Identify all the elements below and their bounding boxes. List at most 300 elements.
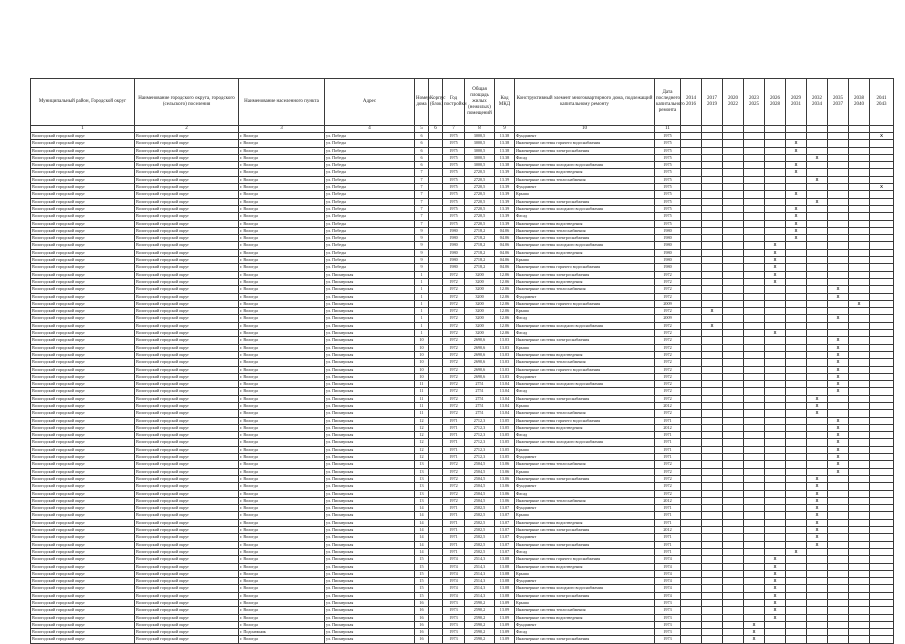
period-cell [870, 578, 894, 585]
table-cell [429, 147, 443, 154]
period-cell [765, 235, 786, 242]
table-cell: Вологодский городской округ [135, 213, 239, 220]
table-cell [429, 621, 443, 628]
table-cell: Вологодский городской округ [31, 293, 135, 300]
period-cell [702, 563, 723, 570]
period-cell [744, 147, 765, 154]
period-cell [681, 286, 702, 293]
table-cell: 13.05 [495, 446, 515, 453]
table-cell: ул. Пионерская [325, 271, 415, 278]
table-cell: Вологодский городской округ [135, 614, 239, 621]
table-cell: 13 [415, 490, 429, 497]
period-cell [849, 468, 870, 475]
table-cell: Вологодский городской округ [135, 527, 239, 534]
period-cell [765, 205, 786, 212]
period-cell [849, 490, 870, 497]
table-cell: 7 [415, 169, 429, 176]
period-cell [765, 454, 786, 461]
table-cell: 1 [415, 330, 429, 337]
period-cell [681, 475, 702, 482]
period-cell [723, 235, 744, 242]
table-cell: Вологодский городской округ [135, 410, 239, 417]
table-row [31, 592, 894, 599]
table-cell: 13.39 [495, 191, 515, 198]
table-cell: 1975 [655, 191, 681, 198]
period-cell [681, 548, 702, 555]
table-cell: 13.05 [495, 424, 515, 431]
period-cell [744, 162, 765, 169]
period-cell [870, 381, 894, 388]
period-cell [681, 497, 702, 504]
header-cell: Муниципальный район, Городской округ [31, 79, 135, 126]
table-cell [429, 264, 443, 271]
table-cell: г. Вологда [239, 454, 325, 461]
period-cell: X [870, 133, 894, 140]
period-cell [849, 454, 870, 461]
period-cell [681, 140, 702, 147]
period-cell [849, 147, 870, 154]
table-row [31, 439, 894, 446]
period-cell [828, 497, 849, 504]
table-cell: Вологодский городской округ [135, 621, 239, 628]
table-header [31, 79, 894, 126]
table-cell: 1972 [443, 388, 465, 395]
table-cell: 15 [415, 592, 429, 599]
table-cell: 1975 [443, 154, 465, 161]
table-cell [429, 490, 443, 497]
period-cell [786, 381, 807, 388]
table-cell: 7 [415, 191, 429, 198]
table-cell [429, 592, 443, 599]
table-cell: 1971 [655, 454, 681, 461]
table-cell: 2502,5 [465, 519, 495, 526]
table-cell: 2590,2 [465, 629, 495, 636]
period-cell [786, 461, 807, 468]
table-cell: Вологодский городской округ [135, 176, 239, 183]
table-cell: 13.07 [495, 519, 515, 526]
period-cell [681, 373, 702, 380]
table-cell: 2012 [655, 424, 681, 431]
table-row [31, 410, 894, 417]
table-cell: ул. Пионерская [325, 315, 415, 322]
table-cell: 1974 [443, 556, 465, 563]
period-cell: X [765, 330, 786, 337]
period-cell [828, 147, 849, 154]
header-cell: Общая площадь жилых (нежилых) помещений [465, 79, 495, 126]
table-cell: г. Вологда [239, 257, 325, 264]
period-cell [870, 563, 894, 570]
table-cell: 13.39 [495, 198, 515, 205]
period-cell [702, 592, 723, 599]
period-cell [744, 278, 765, 285]
period-cell: X [870, 184, 894, 191]
period-cell [765, 154, 786, 161]
period-cell: X [765, 249, 786, 256]
period-cell [807, 337, 828, 344]
table-cell: ул. Пионерская [325, 490, 415, 497]
period-cell [702, 475, 723, 482]
period-cell [744, 402, 765, 409]
period-cell [786, 286, 807, 293]
table-cell: Вологодский городской округ [31, 505, 135, 512]
period-cell [744, 512, 765, 519]
period-cell: X [828, 344, 849, 351]
period-cell [828, 578, 849, 585]
period-cell [744, 563, 765, 570]
period-cell [702, 483, 723, 490]
table-row [31, 548, 894, 555]
table-cell: г. Вологда [239, 169, 325, 176]
period-cell [681, 198, 702, 205]
period-cell [870, 402, 894, 409]
table-cell [429, 468, 443, 475]
table-cell: 2514,3 [465, 592, 495, 599]
table-row [31, 227, 894, 234]
period-cell [849, 271, 870, 278]
table-cell: 13.09 [495, 621, 515, 628]
period-cell [723, 337, 744, 344]
table-cell [429, 249, 443, 256]
table-cell: г. Вологда [239, 133, 325, 140]
period-cell [744, 322, 765, 329]
table-row [31, 366, 894, 373]
period-cell [849, 184, 870, 191]
period-cell: X [786, 213, 807, 220]
table-row [31, 300, 894, 307]
header-cell: Год постройки [443, 79, 465, 126]
table-cell: Вологодский городской округ [135, 140, 239, 147]
period-cell [849, 242, 870, 249]
period-cell [702, 519, 723, 526]
table-cell [429, 636, 443, 643]
period-cell [723, 424, 744, 431]
table-cell: Крыша [515, 600, 655, 607]
table-cell [429, 563, 443, 570]
table-cell: 7 [415, 176, 429, 183]
column-number-cell [744, 126, 765, 133]
period-cell [681, 344, 702, 351]
period-cell [681, 585, 702, 592]
table-cell: ул. Пионерская [325, 570, 415, 577]
period-cell [807, 556, 828, 563]
table-cell: 1973 [443, 629, 465, 636]
table-cell: 10 [415, 344, 429, 351]
table-cell: 1975 [443, 162, 465, 169]
table-cell [429, 556, 443, 563]
period-cell [786, 497, 807, 504]
table-cell: г. Вологда [239, 483, 325, 490]
period-cell [681, 541, 702, 548]
period-cell [765, 439, 786, 446]
table-cell: г. Вологда [239, 585, 325, 592]
period-cell: X [807, 541, 828, 548]
period-cell [870, 154, 894, 161]
period-cell: X [744, 629, 765, 636]
period-cell [702, 388, 723, 395]
period-cell [702, 439, 723, 446]
period-cell [870, 169, 894, 176]
table-row [31, 198, 894, 205]
period-cell [807, 461, 828, 468]
table-cell: 2712,3 [465, 417, 495, 424]
period-cell [744, 308, 765, 315]
table-cell: Вологодский городской округ [135, 578, 239, 585]
period-cell [786, 278, 807, 285]
table-cell: 13.05 [495, 454, 515, 461]
table-cell: 12 [415, 454, 429, 461]
period-cell [870, 198, 894, 205]
period-cell [723, 614, 744, 621]
table-cell [429, 330, 443, 337]
period-cell: X [765, 257, 786, 264]
period-cell [828, 205, 849, 212]
table-cell: Фасад [515, 432, 655, 439]
table-row [31, 446, 894, 453]
table-cell: 1972 [443, 315, 465, 322]
table-cell: Вологодский городской округ [31, 133, 135, 140]
period-cell [744, 366, 765, 373]
table-cell: 1974 [655, 570, 681, 577]
period-cell: X [786, 147, 807, 154]
period-cell [849, 585, 870, 592]
table-cell: 2720,5 [465, 184, 495, 191]
table-cell: ул. Пионерская [325, 322, 415, 329]
table-cell: Вологодский городской округ [135, 395, 239, 402]
period-cell [828, 162, 849, 169]
table-cell: ул. Победы [325, 184, 415, 191]
table-cell [429, 140, 443, 147]
table-cell [429, 483, 443, 490]
table-cell: Крыша [515, 191, 655, 198]
period-cell [744, 483, 765, 490]
table-cell: Вологодский городской округ [135, 432, 239, 439]
table-cell: 1971 [443, 505, 465, 512]
table-cell: Фундамент [515, 293, 655, 300]
period-cell: X [765, 578, 786, 585]
table-cell: 9 [415, 242, 429, 249]
period-cell [765, 432, 786, 439]
table-cell: г. Вологда [239, 191, 325, 198]
period-cell [723, 257, 744, 264]
table-row [31, 629, 894, 636]
table-cell: 1972 [655, 359, 681, 366]
table-cell: 12.06 [495, 322, 515, 329]
period-cell [828, 636, 849, 643]
period-cell [807, 300, 828, 307]
table-cell: Вологодский городской округ [135, 147, 239, 154]
table-cell: Вологодский городской округ [135, 556, 239, 563]
period-cell: X [828, 351, 849, 358]
period-cell [744, 359, 765, 366]
table-row [31, 257, 894, 264]
table-cell: 6 [415, 154, 429, 161]
table-cell: ул. Победы [325, 257, 415, 264]
period-cell [786, 351, 807, 358]
table-cell: Фундамент [515, 621, 655, 628]
period-cell [849, 154, 870, 161]
table-cell: Инженерные системы холодного водоснабжения [515, 585, 655, 592]
period-cell: X [702, 308, 723, 315]
table-cell: Инженерные системы горячего водоснабжения [515, 264, 655, 271]
period-cell [786, 417, 807, 424]
period-cell [786, 344, 807, 351]
table-row [31, 337, 894, 344]
table-cell [429, 519, 443, 526]
period-cell [765, 337, 786, 344]
table-cell: Инженерные системы теплоснабжения [515, 461, 655, 468]
table-cell: г. Вологда [239, 614, 325, 621]
period-cell [870, 512, 894, 519]
table-cell [429, 359, 443, 366]
table-cell: 15 [415, 578, 429, 585]
period-cell [828, 402, 849, 409]
period-cell [723, 264, 744, 271]
period-cell [723, 169, 744, 176]
period-cell [723, 133, 744, 140]
period-cell [744, 461, 765, 468]
table-cell: г. Вологда [239, 446, 325, 453]
table-cell: 04.06 [495, 235, 515, 242]
table-cell: ул. Пионерская [325, 337, 415, 344]
period-cell [744, 570, 765, 577]
table-cell: Вологодский городской округ [31, 162, 135, 169]
table-cell: 15 [415, 563, 429, 570]
table-cell: 13.03 [495, 373, 515, 380]
table-cell: Вологодский городской округ [31, 424, 135, 431]
table-row [31, 417, 894, 424]
column-number-cell [786, 126, 807, 133]
period-cell [870, 249, 894, 256]
period-cell [765, 366, 786, 373]
table-cell: Инженерные системы электроснабжения [515, 147, 655, 154]
period-cell: X [765, 264, 786, 271]
period-cell: X [786, 235, 807, 242]
period-cell [786, 621, 807, 628]
period-cell [723, 315, 744, 322]
table-cell: Вологодский городской округ [135, 388, 239, 395]
table-cell: 3200 [465, 293, 495, 300]
table-row [31, 388, 894, 395]
table-cell: 1975 [655, 169, 681, 176]
period-cell [765, 505, 786, 512]
table-cell: Фасад [515, 629, 655, 636]
period-cell [849, 133, 870, 140]
table-cell: Инженерные системы электроснабжения [515, 541, 655, 548]
period-cell [723, 600, 744, 607]
period-cell [870, 629, 894, 636]
table-cell: 1972 [655, 475, 681, 482]
period-cell [828, 220, 849, 227]
table-cell: Инженерные системы водоотведения [515, 169, 655, 176]
period-cell [870, 548, 894, 555]
period-cell [786, 490, 807, 497]
table-cell: 1972 [443, 468, 465, 475]
table-cell: г. Вологда [239, 300, 325, 307]
period-cell: X [828, 373, 849, 380]
table-cell: 1972 [443, 373, 465, 380]
document-page [30, 78, 894, 644]
table-cell: 3200 [465, 300, 495, 307]
table-cell: г. Вологда [239, 286, 325, 293]
table-cell: 1974 [443, 563, 465, 570]
period-cell [744, 614, 765, 621]
table-cell: Вологодский городской округ [31, 213, 135, 220]
table-cell: 3000,5 [465, 162, 495, 169]
period-cell [765, 198, 786, 205]
table-row [31, 154, 894, 161]
table-cell: 12.06 [495, 271, 515, 278]
table-cell: 2009 [655, 300, 681, 307]
period-cell [807, 417, 828, 424]
period-cell [702, 359, 723, 366]
table-cell: г. Вологда [239, 607, 325, 614]
table-row [31, 519, 894, 526]
table-cell: Вологодский городской округ [31, 308, 135, 315]
period-cell [744, 205, 765, 212]
period-cell [807, 592, 828, 599]
table-cell: 2718,2 [465, 242, 495, 249]
period-cell [765, 410, 786, 417]
period-cell: X [786, 220, 807, 227]
period-cell [744, 257, 765, 264]
table-cell: 13.09 [495, 600, 515, 607]
period-cell [681, 351, 702, 358]
table-cell: ул. Пионерская [325, 607, 415, 614]
table-cell: 1975 [655, 140, 681, 147]
period-cell [681, 220, 702, 227]
table-cell: 13.06 [495, 497, 515, 504]
period-cell [681, 249, 702, 256]
period-cell [744, 176, 765, 183]
period-cell [828, 264, 849, 271]
table-cell: 11 [415, 381, 429, 388]
table-row [31, 322, 894, 329]
table-cell: 13.38 [495, 133, 515, 140]
table-cell: Вологодский городской округ [135, 381, 239, 388]
table-cell: 13.08 [495, 578, 515, 585]
table-row [31, 315, 894, 322]
period-cell [807, 629, 828, 636]
period-cell [870, 461, 894, 468]
period-cell [744, 424, 765, 431]
period-cell [681, 563, 702, 570]
table-cell: Вологодский городской округ [135, 607, 239, 614]
table-cell: Крыша [515, 344, 655, 351]
table-cell: 2751 [465, 395, 495, 402]
period-cell [681, 410, 702, 417]
table-cell [429, 286, 443, 293]
period-cell [870, 636, 894, 643]
period-cell [723, 475, 744, 482]
table-cell [429, 205, 443, 212]
table-cell: г. Вологда [239, 541, 325, 548]
period-cell [702, 600, 723, 607]
period-cell [786, 249, 807, 256]
period-cell [744, 249, 765, 256]
table-cell: 1972 [655, 308, 681, 315]
period-cell [807, 563, 828, 570]
period-cell [702, 548, 723, 555]
period-cell [870, 475, 894, 482]
table-cell: 16 [415, 600, 429, 607]
table-cell: 2690,6 [465, 344, 495, 351]
period-cell [828, 271, 849, 278]
period-cell [744, 446, 765, 453]
table-cell: 3200 [465, 271, 495, 278]
table-cell: 2690,6 [465, 359, 495, 366]
period-cell [870, 395, 894, 402]
period-cell [681, 461, 702, 468]
